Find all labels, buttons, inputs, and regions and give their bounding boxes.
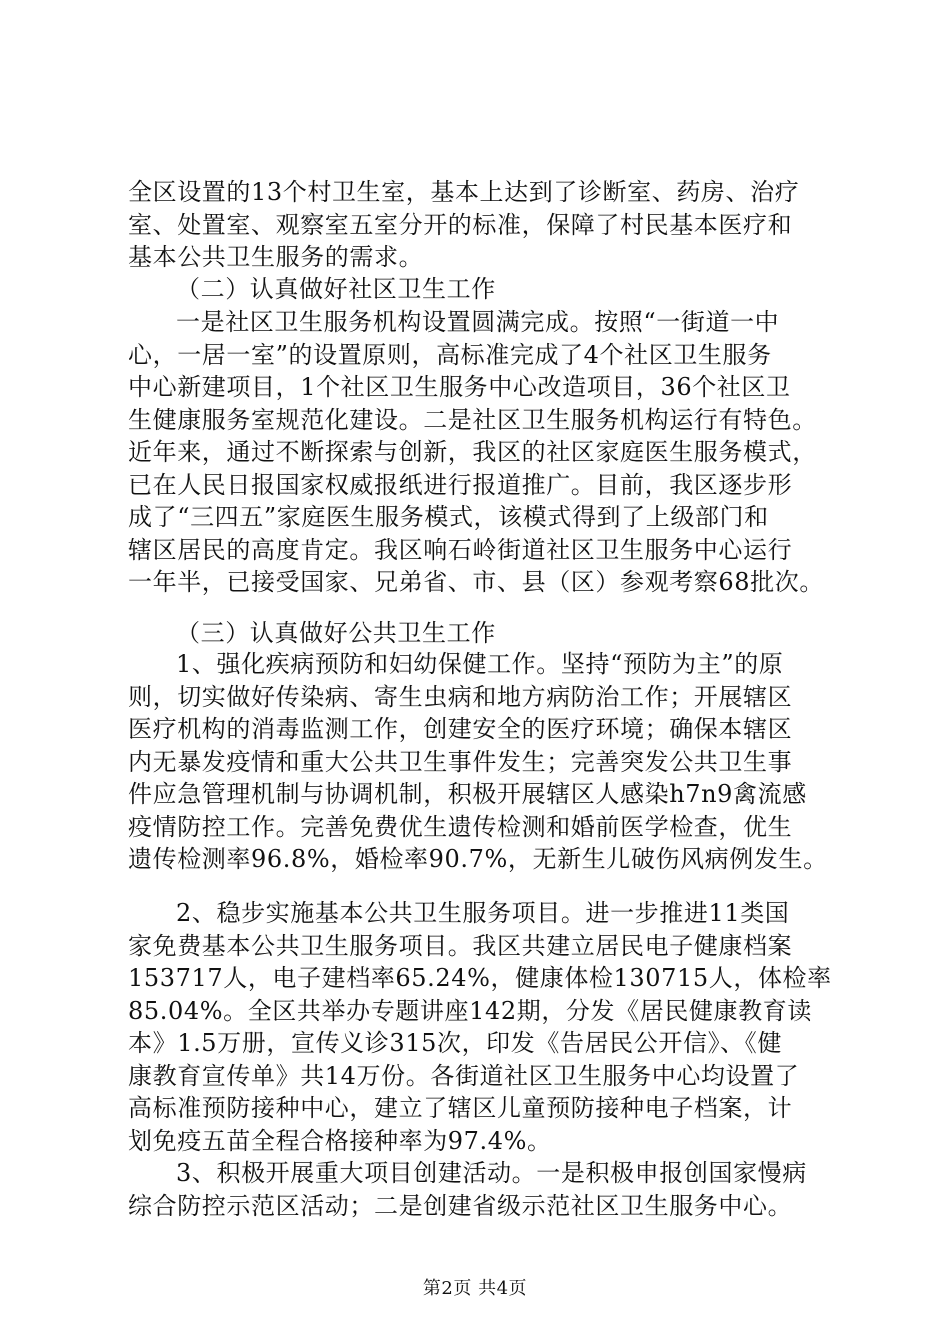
text-line: 疫情防控工作。完善免费优生遗传检测和婚前医学检查，优生 bbox=[128, 812, 793, 841]
text-line: 心，一居一室”的设置原则，高标准完成了4个社区卫生服务 bbox=[128, 340, 772, 369]
paragraph-community-health bbox=[128, 306, 832, 599]
text-line: 85.04%。全区共举办专题讲座142期，分发《居民健康教育读 bbox=[128, 996, 812, 1025]
text-line: 家免费基本公共卫生服务项目。我区共建立居民电子健康档案 bbox=[128, 931, 793, 960]
text-line: 生健康服务室规范化建设。二是社区卫生服务机构运行有特色。 bbox=[128, 405, 817, 434]
page-footer: 第2页 共4页 bbox=[422, 1278, 528, 1299]
text-line: 全区设置的13个村卫生室，基本上达到了诊断室、药房、治疗 bbox=[128, 178, 800, 206]
text-line: 近年来，通过不断探索与创新，我区的社区家庭医生服务模式， bbox=[128, 438, 817, 466]
paragraph-disease-prevention bbox=[128, 648, 832, 876]
paragraph-major-projects bbox=[128, 1157, 832, 1222]
text-line: 3、积极开展重大项目创建活动。一是积极申报创国家慢病 bbox=[176, 1159, 807, 1187]
text-line: 高标准预防接种中心，建立了辖区儿童预防接种电子档案，计 bbox=[128, 1094, 793, 1122]
text-line: 划免疫五苗全程合格接种率为97.4%。 bbox=[128, 1126, 552, 1155]
text-line: 中心新建项目，1个社区卫生服务中心改造项目，36个社区卫 bbox=[128, 373, 791, 401]
text-line: 已在人民日报国家权威报纸进行报道推广。目前，我区逐步形 bbox=[128, 470, 793, 499]
text-line: 医疗机构的消毒监测工作，创建安全的医疗环境；确保本辖区 bbox=[128, 715, 793, 743]
paragraph-basic-public-health bbox=[128, 897, 832, 1157]
text-line: 153717人，电子建档率65.24%，健康体检130715人，体检率 bbox=[128, 964, 832, 992]
text-line: 一年半，已接受国家、兄弟省、市、县（区）参观考察68批次。 bbox=[128, 568, 824, 596]
section-heading-community-health bbox=[128, 273, 832, 306]
text-line: 则，切实做好传染病、寄生虫病和地方病防治工作；开展辖区 bbox=[128, 682, 793, 711]
paragraph-village-clinics bbox=[128, 176, 832, 274]
text-line: 遗传检测率96.8%，婚检率90.7%，无新生儿破伤风病例发生。 bbox=[128, 845, 828, 873]
text-line: 2、稳步实施基本公共卫生服务项目。进一步推进11类国 bbox=[176, 899, 790, 927]
text-line: 成了“三四五”家庭医生服务模式，该模式得到了上级部门和 bbox=[128, 503, 769, 531]
text-line: 辖区居民的高度肯定。我区响石岭街道社区卫生服务中心运行 bbox=[128, 535, 793, 564]
text-line: 内无暴发疫情和重大公共卫生事件发生；完善突发公共卫生事 bbox=[128, 747, 793, 776]
text-line: 本》1.5万册，宣传义诊315次，印发《告居民公开信》、《健 bbox=[128, 1029, 782, 1057]
text-line: 室、处置室、观察室五室分开的标准，保障了村民基本医疗和 bbox=[128, 210, 793, 239]
text-line: 一是社区卫生服务机构设置圆满完成。按照“一街道一中 bbox=[176, 308, 780, 336]
text-line: 1、强化疾病预防和妇幼保健工作。坚持“预防为主”的原 bbox=[176, 650, 784, 678]
section-heading: （三）认真做好公共卫生工作 bbox=[176, 619, 496, 647]
text-line: 基本公共卫生服务的需求。 bbox=[128, 243, 424, 271]
section-heading: （二）认真做好社区卫生工作 bbox=[176, 275, 496, 303]
text-line: 件应急管理机制与协调机制，积极开展辖区人感染h7n9禽流感 bbox=[128, 780, 807, 808]
section-heading-public-health bbox=[128, 617, 832, 650]
text-line: 综合防控示范区活动；二是创建省级示范社区卫生服务中心。 bbox=[128, 1191, 793, 1220]
text-line: 康教育宣传单》共14万份。各街道社区卫生服务中心均设置了 bbox=[128, 1061, 800, 1090]
